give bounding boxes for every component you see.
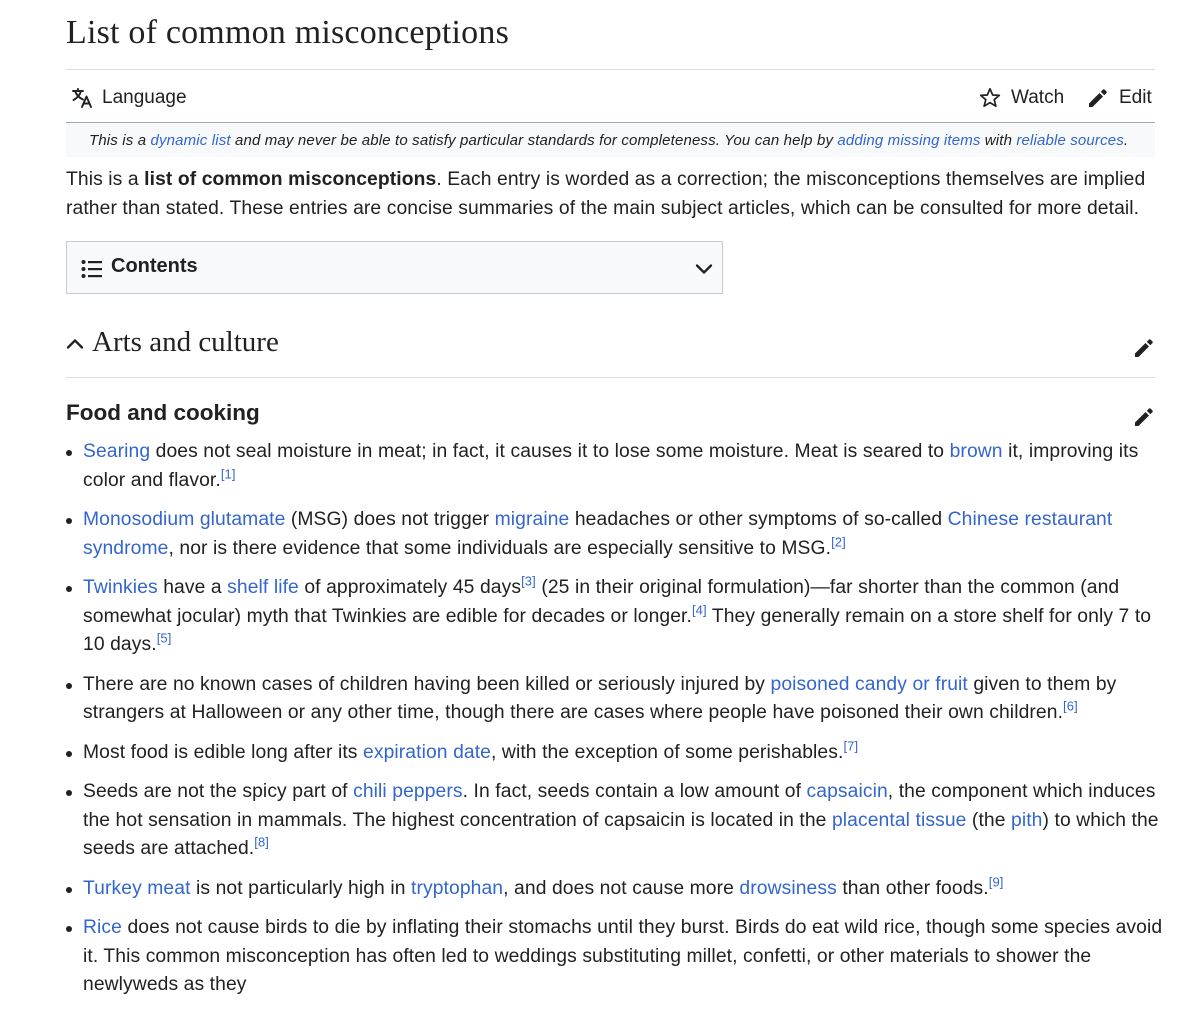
item-text: . In fact, seeds contain a low amount of	[462, 781, 807, 802]
item-text: headaches or other symptoms of so-called	[569, 509, 948, 530]
chevron-down-icon[interactable]	[695, 262, 713, 280]
title-divider	[66, 69, 1155, 70]
intro-bold-term: list of common misconceptions	[144, 169, 437, 190]
watch-button[interactable]	[978, 78, 1064, 118]
item-text: (25 in their original formulation)—far shorter than the common (and somewhat jocular) myth that Twinkies are edible for decades or longer.	[83, 577, 1120, 627]
section-heading-arts-and-culture[interactable]: Arts and culture	[92, 326, 279, 358]
rice-link[interactable]: Rice	[83, 917, 122, 938]
dynamic-list-notice	[66, 124, 1155, 157]
chevron-up-icon[interactable]	[66, 337, 84, 356]
notice-text: with	[980, 132, 1017, 149]
language-button[interactable]	[70, 78, 187, 118]
table-of-contents[interactable]	[66, 241, 723, 294]
toc-label: Contents	[111, 255, 198, 277]
item-text: does not cause birds to die by inflating their stomachs until they burst. Birds do eat wild rice, though some species avoid it. This common misconception has often led to weddings substituting millet, confetti, or other materials to shower the newlyweds as they	[83, 917, 1163, 995]
capsaicin-link[interactable]: capsaicin	[806, 781, 888, 802]
reference-3[interactable]: [3]	[521, 573, 536, 589]
item-text: (MSG) does not trigger	[285, 509, 495, 530]
item-text: ) to which the seeds are attached.	[83, 809, 1159, 859]
pencil-icon	[1086, 86, 1110, 110]
list-item	[83, 506, 1172, 563]
intro-text: This is a	[66, 169, 145, 190]
list-item	[83, 778, 1172, 864]
reference-7[interactable]: [7]	[843, 738, 859, 754]
reference-5[interactable]: [5]	[156, 630, 172, 646]
subsection-heading-food-and-cooking: Food and cooking	[66, 400, 260, 425]
item-text: given to them by strangers at Halloween or any other time, though there are cases where people have poisoned their own children.	[83, 673, 1117, 723]
list-item	[83, 438, 1172, 495]
edit-label: Edit	[1119, 87, 1152, 108]
notice-text: .	[1123, 132, 1129, 149]
star-outline-icon	[978, 86, 1002, 110]
page-title: List of common misconceptions	[66, 14, 510, 51]
turkey-meat-link[interactable]: Turkey meat	[83, 877, 191, 899]
searing-link[interactable]: Searing	[83, 441, 151, 462]
list-item	[83, 574, 1172, 660]
reference-2[interactable]: [2]	[831, 534, 846, 550]
item-text: it, improving its color and flavor.	[83, 441, 1139, 491]
brown-link[interactable]: brown	[949, 441, 1003, 462]
list-item	[83, 739, 1172, 768]
item-text: than other foods.	[836, 877, 989, 899]
adding-missing-items-link[interactable]: adding missing items	[837, 132, 981, 149]
reference-6[interactable]: [6]	[1063, 698, 1078, 714]
pencil-icon[interactable]	[1132, 405, 1156, 434]
item-text: , with the exception of some perishables.	[491, 741, 844, 763]
expiration-date-link[interactable]: expiration date	[363, 741, 492, 763]
twinkies-link[interactable]: Twinkies	[83, 577, 158, 598]
item-text: Seeds are not the spicy part of	[83, 781, 354, 802]
item-text: is not particularly high in	[190, 877, 412, 899]
msg-link[interactable]: Monosodium glutamate	[83, 509, 286, 530]
edit-button[interactable]	[1086, 78, 1152, 118]
item-text: does not seal moisture in meat; in fact, it causes it to lose some moisture. Meat is seared to	[150, 441, 950, 462]
toolbar-divider	[66, 122, 1155, 123]
watch-label: Watch	[1011, 87, 1065, 108]
intro-paragraph	[66, 166, 1155, 223]
item-text: There are no known cases of children having been killed or seriously injured by	[83, 673, 771, 695]
item-text: of approximately 45 days	[298, 577, 522, 598]
chinese-restaurant-syndrome-link[interactable]: Chinese restaurant syndrome	[83, 509, 1113, 559]
language-label: Language	[102, 87, 187, 108]
item-text: They generally remain on a store shelf for only 7 to 10 days.	[83, 605, 1152, 655]
reference-9[interactable]: [9]	[988, 874, 1004, 890]
list-bullet-icon	[81, 259, 103, 284]
item-text: , and does not cause more	[503, 877, 740, 899]
notice-text: and may never be able to satisfy particular standards for completeness. You can help by	[230, 132, 838, 149]
item-text: (the	[966, 809, 1012, 831]
dynamic-list-link[interactable]: dynamic list	[150, 132, 231, 149]
intro-text: . Each entry is worded as a correction; the misconceptions themselves are implied rather than stated. These entries are concise summaries of the main subject articles, which can be consulted for more detail.	[66, 169, 1146, 219]
reference-1[interactable]: [1]	[220, 466, 236, 482]
item-text: Most food is edible long after its	[83, 741, 364, 763]
placental-tissue-link[interactable]: placental tissue	[831, 809, 967, 831]
translate-icon	[70, 86, 94, 110]
item-text: , the component which induces the hot sensation in mammals. The highest concentration of capsaicin is located in the	[83, 781, 1156, 831]
notice-text: This is a	[89, 132, 151, 149]
item-text: , nor is there evidence that some individuals are especially sensitive to MSG.	[168, 537, 832, 559]
page-toolbar	[66, 78, 1155, 118]
pencil-icon[interactable]	[1132, 336, 1156, 365]
list-item	[83, 914, 1172, 1000]
reliable-sources-link[interactable]: reliable sources	[1016, 132, 1124, 149]
reference-4[interactable]: [4]	[691, 602, 707, 618]
chili-peppers-link[interactable]: chili peppers	[353, 781, 463, 802]
pith-link[interactable]: pith	[1011, 809, 1043, 831]
list-item	[83, 875, 1172, 904]
section-divider	[66, 377, 1155, 378]
list-item	[83, 671, 1172, 728]
drowsiness-link[interactable]: drowsiness	[739, 877, 837, 899]
poisoned-candy-link[interactable]: poisoned candy or fruit	[770, 673, 968, 695]
shelf-life-link[interactable]: shelf life	[227, 577, 299, 598]
misconceptions-list	[66, 438, 1172, 1011]
tryptophan-link[interactable]: tryptophan	[411, 877, 504, 899]
item-text: have a	[157, 577, 228, 598]
migraine-link[interactable]: migraine	[494, 509, 570, 530]
reference-8[interactable]: [8]	[254, 834, 270, 850]
